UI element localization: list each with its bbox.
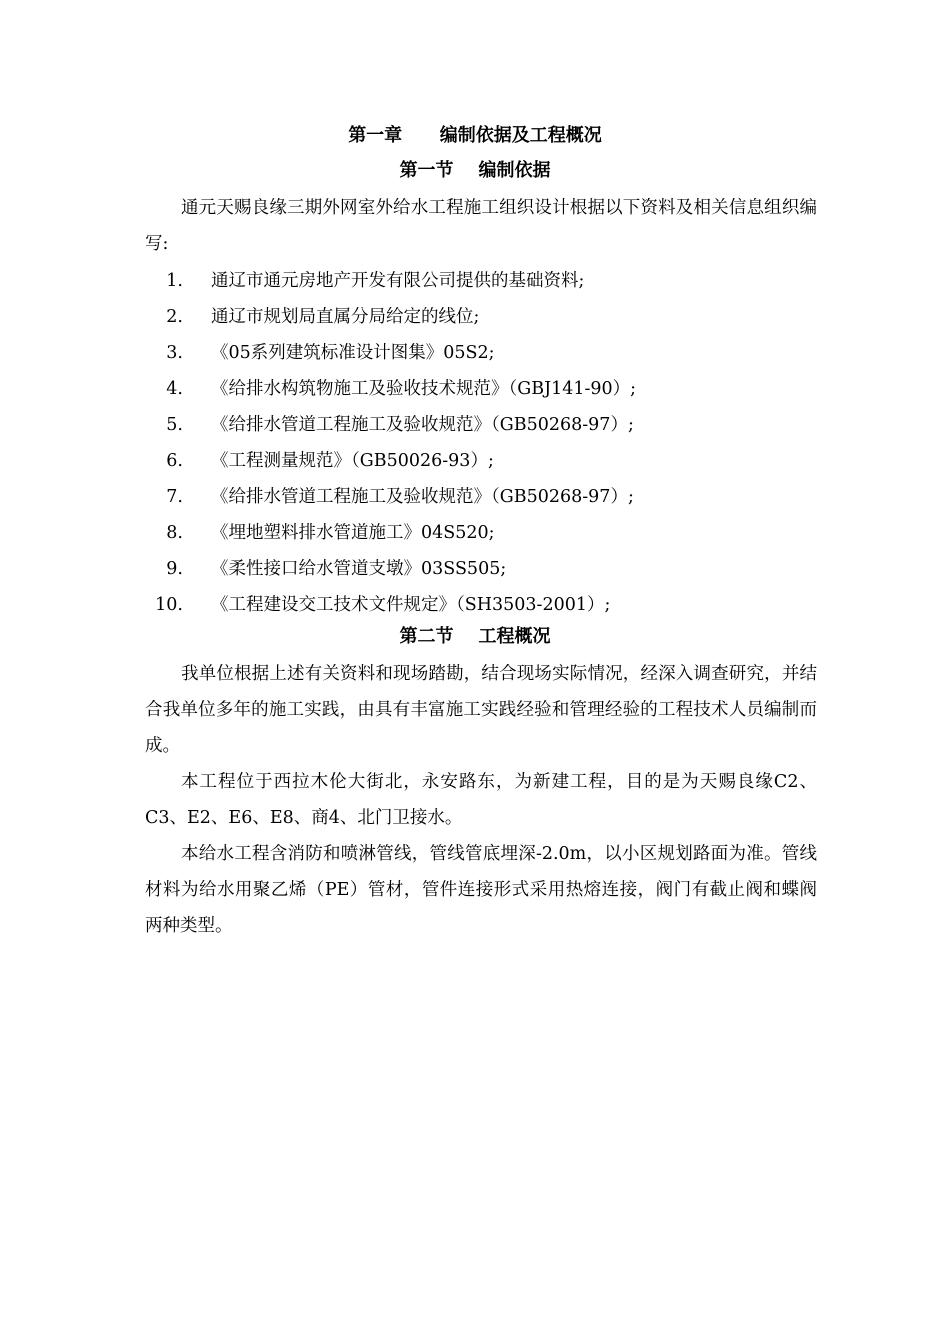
list-item-text: 《工程测量规范》（GB50026-93）; [211,451,494,471]
list-item-text: 《给排水构筑物施工及验收技术规范》（GBJ141-90）; [211,379,637,399]
list-item-number: 3. [166,343,183,363]
list-item-number: 1. [166,271,183,291]
list-item-number: 5. [166,415,183,435]
list-item-text: 通辽市规划局直属分局给定的线位; [211,307,480,327]
section-2-paragraph-3: 本给水工程含消防和喷淋管线，管线管底埋深-2.0m，以小区规划路面为准。管线材料为给水用聚乙烯（PE）管材，管件连接形式采用热熔连接，阀门有截止阀和蝶阀两种类型。 [145,844,817,936]
list-item-text: 《工程建设交工技术文件规定》（SH3503-2001）; [211,595,611,615]
section-2-paragraph-1: 我单位根据上述有关资料和现场踏勘，结合现场实际情况，经深入调查研究，并结合我单位多年的施工实践，由具有丰富施工实践经验和管理经验的工程技术人员编制而成。 [145,664,817,756]
list-item-number: 4. [166,379,183,399]
list-item-number: 6. [166,451,183,471]
list-item-number: 7. [166,487,183,507]
list-item-text: 《埋地塑料排水管道施工》04S520; [211,523,495,543]
list-item-number: 8. [166,523,183,543]
section-1-title: 第一节 编制依据 [399,160,551,181]
section-2-title: 第二节 工程概况 [399,626,551,647]
list-item-text: 《给排水管道工程施工及验收规范》（GB50268-97）; [211,487,634,507]
list-item-text: 《05系列建筑标准设计图集》05S2; [211,343,495,363]
list-item-number: 9. [166,559,183,579]
section-2-paragraph-2: 本工程位于西拉木伦大街北，永安路东，为新建工程，目的是为天赐良缘C2、C3、E2、E6、E8、商4、北门卫接水。 [145,772,817,828]
chapter-title: 第一章 编制依据及工程概况 [348,125,602,146]
section-1-intro: 通元天赐良缘三期外网室外给水工程施工组织设计根据以下资料及相关信息组织编写: [145,198,817,254]
list-item-text: 《柔性接口给水管道支墩》03SS505; [211,559,507,579]
list-item-text: 通辽市通元房地产开发有限公司提供的基础资料; [211,271,585,291]
list-item-number: 10. [155,595,183,615]
list-item-text: 《给排水管道工程施工及验收规范》（GB50268-97）; [211,415,634,435]
list-item-number: 2. [166,307,183,327]
